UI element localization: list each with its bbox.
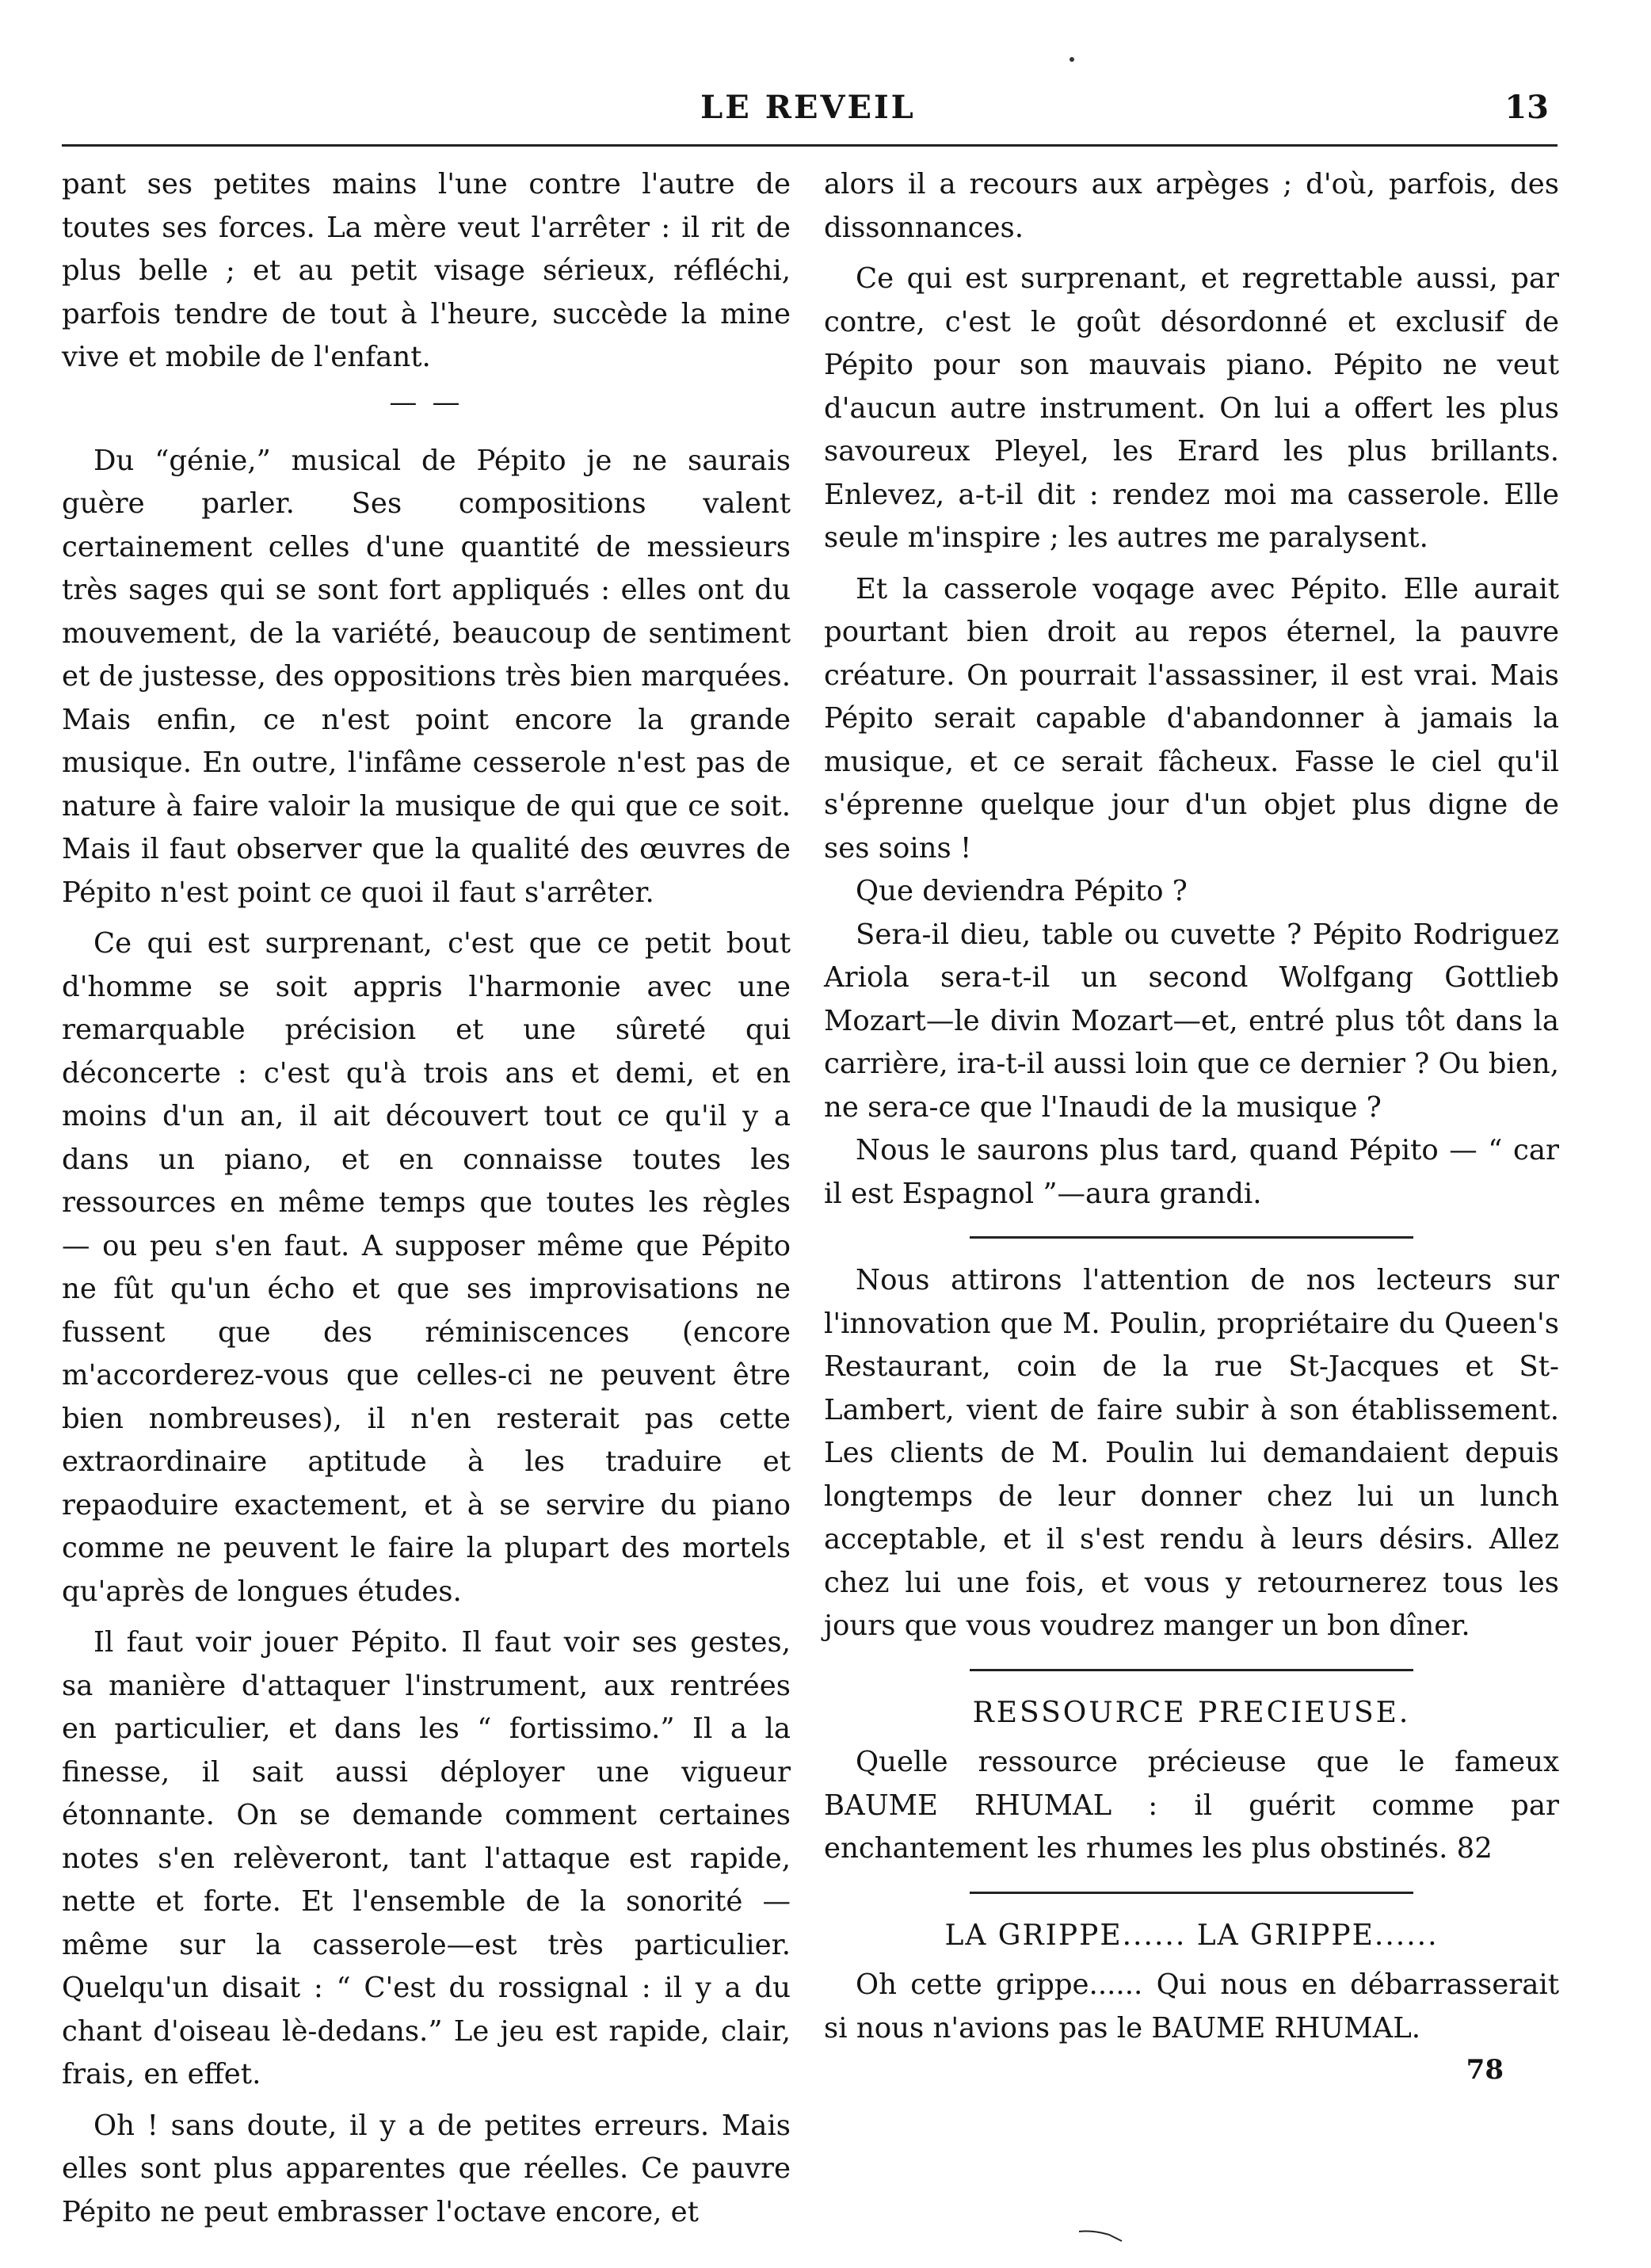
ad-heading: LA GRIPPE...... LA GRIPPE...... <box>944 1919 1439 1952</box>
paragraph: Du “génie,” musical de Pépito je ne saurais guère parler. Ses compositions valent certainement celles d'une quantité de messieurs très sages qui se sont fort appliqués : elles ont du mouvement, de la variété, beaucoup de sentiment et de justesse, des oppositions très bien marquées. Mais enfin, ce n'est point encore la grande musique. En outre, l'infâme cesserole n'est pas de nature à faire valoir la musique de qui que ce soit. Mais il faut observer que la qualité des œuvres de Pépito n'est point ce quoi il faut s'arrêter. <box>62 444 791 909</box>
paragraph: Il faut voir jouer Pépito. Il faut voir ses gestes, sa manière d'attaquer l'instrument, aux rentrées en particulier, et dans les “ fortissimo.” Il a la finesse, il sait aussi déployer une vigueur étonnante. On se demande comment certaines notes s'en relèveront, tant l'attaque est rapide, nette et forte. Et l'ensemble de la sonorité — même sur la casserole—est très particulier. Quelqu'un disait : “ C'est du rossignal : il y a du chant d'oiseau lè-dedans.” Le jeu est rapide, clair, frais, en effet. <box>62 1626 791 2090</box>
ad-text: Oh cette grippe...... Qui nous en débarrasserait si nous n'avions pas le BAUME RHUMAL. <box>824 1968 1559 2045</box>
page-number: 13 <box>1504 89 1549 126</box>
ad-heading: RESSOURCE PRECIEUSE. <box>972 1696 1411 1729</box>
paragraph: Que deviendra Pépito ? <box>856 875 1188 907</box>
ad-number: 78 <box>1466 2054 1504 2086</box>
paragraph: Sera-il dieu, table ou cuvette ? Pépito Rodriguez Ariola sera-t-il un second Wolfgang Gottlieb Mozart—le divin Mozart—et, entré plus tôt dans la carrière, ira-t-il aussi loin que ce dernier ? Ou bien, ne sera-ce que l'Inaudi de la musique ? <box>824 918 1560 1124</box>
paragraph: Et la casserole voqage avec Pépito. Elle aurait pourtant bien droit au repos éternel, la pauvre créature. On pourrait l'assassiner, il est vrai. Mais Pépito serait capable d'abandonner à jamais la musique, et ce serait fâcheux. Fasse le ciel qu'il s'éprenne quelque jour d'un objet plus digne de ses soins ! <box>824 572 1559 865</box>
paragraph-gap <box>62 2097 791 2105</box>
section-rule <box>970 1669 1413 1671</box>
paragraph: Ce qui est surprenant, et regrettable aussi, par contre, c'est le goût désordonné et exclusif de Pépito pour son mauvais piano. Pépito ne veut d'aucun autre instrument. On lui a offert les plus savoureux Pleyel, les Erard les plus brillants. Enlevez, a-t-il dit : rendez moi ma casserole. Elle seule m'inspire ; les autres me paralysent. <box>824 262 1559 554</box>
paragraph: Ce qui est surprenant, c'est que ce petit bout d'homme se soit appris l'harmonie avec une remarquable précision et une sûreté qui déconcerte : c'est qu'à trois ans et demi, et en moins d'un an, il ait découvert tout ce qu'il y a dans un piano, et en connaisse toutes les ressources en même temps que toutes les règles — ou peu s'en faut. A supposer même que Pépito ne fût qu'un écho et que ses improvisations ne fussent que des réminiscences (encore m'accorderez-vous que celles-ci ne peuvent être bien nombreuses), il n'en resterait pas cette extraordinaire aptitude à les traduire et repaoduire exactement, et à se servire du piano comme ne peuvent le faire la plupart des mortels qu'après de longues études. <box>62 927 791 1608</box>
paragraph: Nous le saurons plus tard, quand Pépito — “ car il est Espagnol ”—aura grandi. <box>824 1134 1559 1210</box>
paragraph: pant ses petites mains l'une contre l'autre de toutes ses forces. La mère veut l'arrêter : il rit de plus belle ; et au petit visage sérieux, réfléchi, parfois tendre de tout à l'heure, succède la mine vive et mobile de l'enfant. <box>62 168 791 373</box>
page-header <box>59 89 1557 136</box>
restaurant-notice: Nous attirons l'attention de nos lecteurs sur l'innovation que M. Poulin, propriétaire du Queen's Restaurant, coin de la rue St-Jacques et St-Lambert, vient de faire subir à son établissement. Les clients de M. Poulin lui demandaient depuis longtemps de leur donner chez lui un lunch acceptable, et il s'est rendu à leurs désirs. Allez chez lui une fois, et vous y retournerez tous les jours que vous voudrez manger un bon dîner. <box>824 1264 1559 1642</box>
header-rule <box>62 144 1558 147</box>
paragraph-gap <box>824 560 1559 568</box>
paragraph-gap <box>824 250 1559 258</box>
left-column <box>62 163 791 2234</box>
footer-flourish <box>1077 2227 1125 2243</box>
publication-title: LE REVEIL <box>700 89 916 126</box>
section-rule <box>970 1892 1413 1894</box>
paragraph-gap <box>62 1613 791 1621</box>
ink-speck <box>1070 57 1074 62</box>
ad-text: Quelle ressource précieuse que le fameux BAUME RHUMAL : il guérit comme par enchantement les rhumes les plus obstinés. 82 <box>824 1746 1559 1865</box>
section-rule <box>970 1236 1413 1239</box>
paragraph: alors il a recours aux arpèges ; d'où, parfois, des dissonnances. <box>824 168 1559 244</box>
paragraph-gap <box>62 914 791 922</box>
right-column <box>824 163 1559 2090</box>
paragraph: Oh ! sans doute, il y a de petites erreurs. Mais elles sont plus apparentes que réelles. Ce pauvre Pépito ne peut embrasser l'octave encore, et <box>62 2109 791 2228</box>
section-separator: — — <box>389 386 463 418</box>
